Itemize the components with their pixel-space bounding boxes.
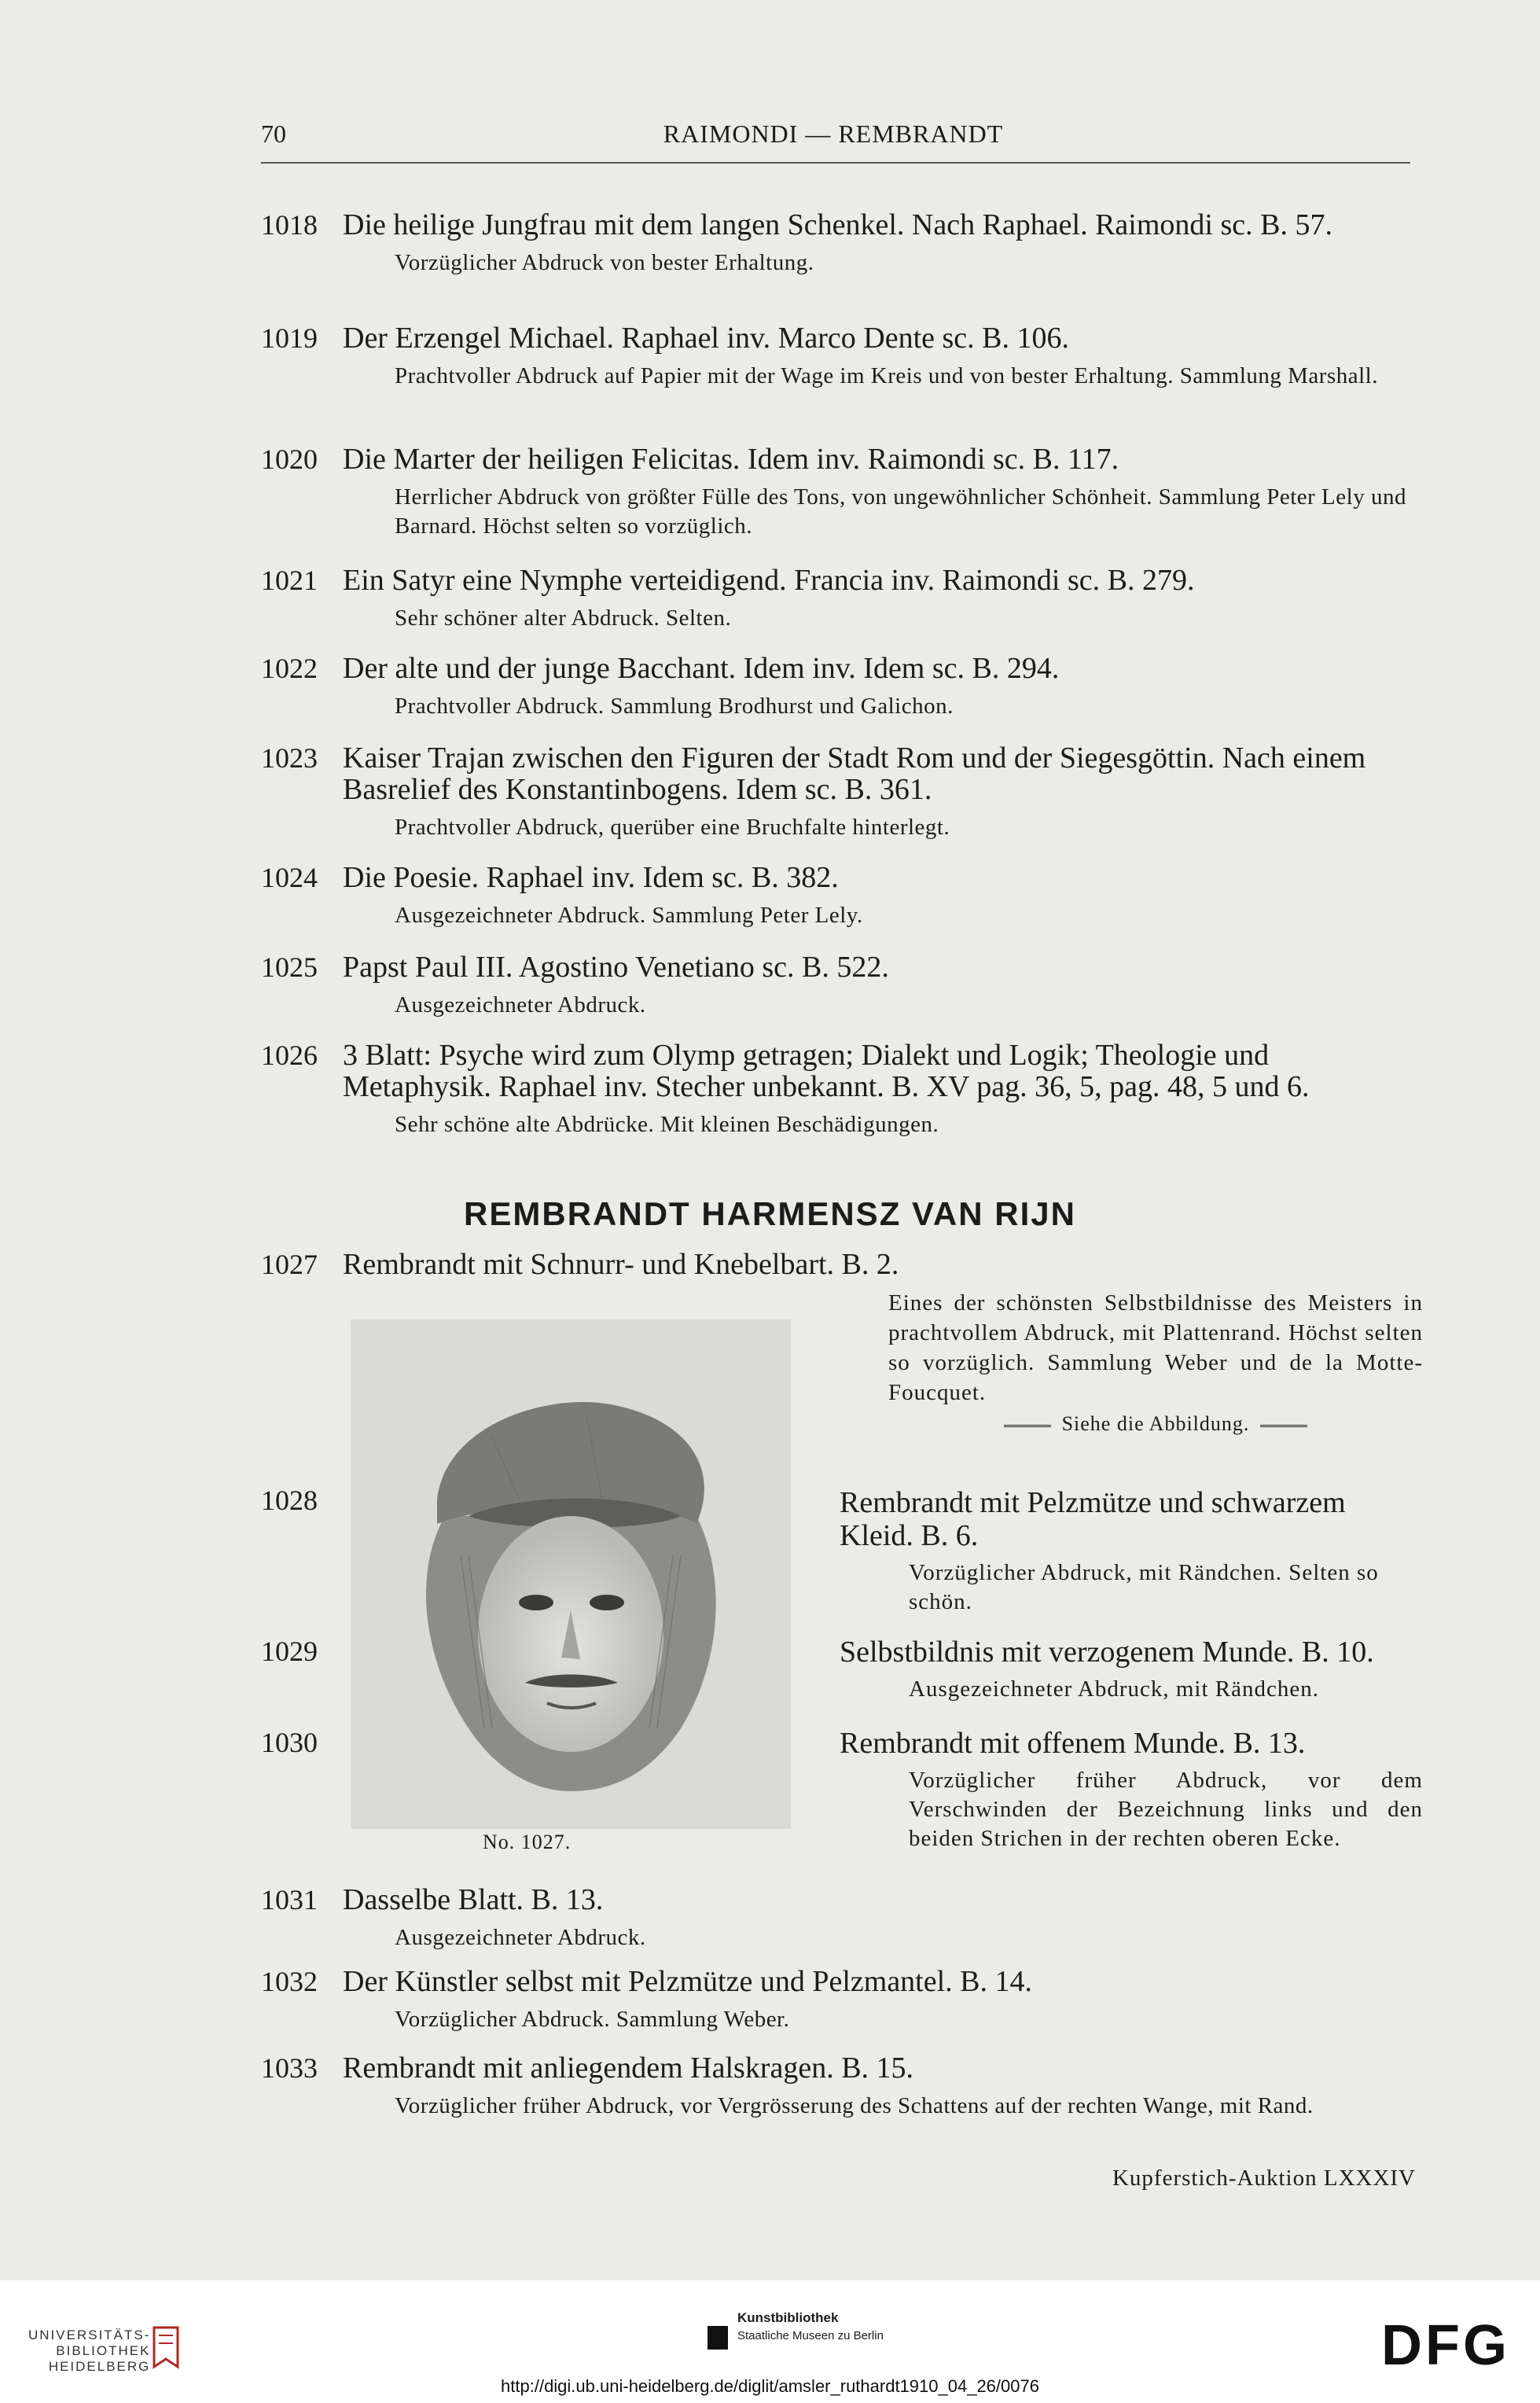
lot-number: 1031 bbox=[261, 1884, 318, 1915]
catalog-entry bbox=[261, 742, 1421, 842]
header-rule bbox=[261, 162, 1410, 164]
lot-number: 1030 bbox=[261, 1727, 318, 1758]
entry-note: Vorzüglicher früher Abdruck, vor Vergrösserung des Schattens auf der rechten Wange, mit Rand. bbox=[395, 2093, 1314, 2118]
lot-number: 1033 bbox=[261, 2052, 318, 2084]
kunstbibliothek-subtitle: Staatliche Museen zu Berlin bbox=[737, 2329, 884, 2342]
entry-note: Ausgezeichneter Abdruck. bbox=[395, 992, 646, 1018]
catalog-entry bbox=[261, 1040, 1421, 1139]
lot-number: 1025 bbox=[261, 951, 318, 983]
auction-footer: Kupferstich-Auktion LXXXIV bbox=[1112, 2166, 1416, 2191]
running-title: RAIMONDI — REMBRANDT bbox=[663, 120, 1004, 148]
entry-note: Vorzüglicher früher Abdruck, vor dem Verschwinden der Bezeichnung links und den beiden Strichen in der rechten oberen Ecke. bbox=[909, 1768, 1423, 1851]
entry-title: Die Poesie. Raphael inv. Idem sc. B. 382. bbox=[343, 861, 839, 894]
entry-note: Ausgezeichneter Abdruck, mit Rändchen. bbox=[909, 1676, 1319, 1702]
lot-number: 1027 bbox=[261, 1249, 318, 1280]
catalog-entry bbox=[261, 2052, 1421, 2121]
entry-note: Prachtvoller Abdruck, querüber eine Bruchfalte hinterlegt. bbox=[395, 815, 950, 840]
entry-note: Herrlicher Abdruck von größter Fülle des Tons, von ungewöhnlicher Schönheit. Sammlung Peter Lely und Barnard. Höchst selten so vorzüglich. bbox=[395, 484, 1406, 539]
entry-note: Sehr schöner alter Abdruck. Selten. bbox=[395, 605, 732, 631]
page-number: 70 bbox=[261, 120, 286, 148]
catalog-entry bbox=[261, 443, 1421, 541]
lot-number: 1021 bbox=[261, 565, 318, 596]
entry-title: Der alte und der junge Bacchant. Idem inv. Idem sc. B. 294. bbox=[343, 652, 1060, 685]
digitization-bar bbox=[0, 2280, 1540, 2403]
portrait-etching-icon bbox=[351, 1319, 791, 1829]
see-illustration-text: Siehe die Abbildung. bbox=[1061, 1412, 1250, 1435]
entry-note: Vorzüglicher Abdruck, mit Rändchen. Selten so schön. bbox=[909, 1560, 1379, 1614]
catalog-entry bbox=[840, 1486, 1423, 1617]
entry-title: Der Erzengel Michael. Raphael inv. Marco Dente sc. B. 106. bbox=[343, 322, 1069, 355]
entry-title: Kaiser Trajan zwischen den Figuren der Stadt Rom und der Siegesgöttin. Nach einem Basrelief des Konstantinbogens. Idem sc. B. 361. bbox=[343, 742, 1366, 806]
lot-number: 1020 bbox=[261, 443, 318, 475]
entry-title: Rembrandt mit offenem Munde. B. 13. bbox=[840, 1727, 1306, 1760]
source-url[interactable]: http://digi.ub.uni-heidelberg.de/diglit/amsler_ruthardt1910_04_26/0076 bbox=[501, 2376, 1039, 2396]
entry-title: Rembrandt mit anliegendem Halskragen. B. 15. bbox=[343, 2052, 914, 2085]
lot-number: 1019 bbox=[261, 322, 318, 354]
lot-number: 1018 bbox=[261, 209, 318, 241]
entry-title: Papst Paul III. Agostino Venetiano sc. B. 522. bbox=[343, 951, 889, 984]
catalog-entry bbox=[261, 565, 1421, 633]
catalog-entry bbox=[261, 209, 1421, 278]
catalog-entry bbox=[261, 1884, 1421, 1952]
library-line: HEIDELBERG bbox=[48, 2359, 151, 2374]
kunstbibliothek-title: Kunstbibliothek bbox=[737, 2310, 839, 2325]
entry-title: Rembrandt mit Schnurr- und Knebelbart. B. 2. bbox=[343, 1248, 899, 1281]
lot-number: 1028 bbox=[261, 1485, 318, 1516]
entry-note: Ausgezeichneter Abdruck. Sammlung Peter Lely. bbox=[395, 903, 863, 928]
entry-title: Dasselbe Blatt. B. 13. bbox=[343, 1883, 604, 1916]
entry-title: Selbstbildnis mit verzogenem Munde. B. 10. bbox=[840, 1636, 1374, 1669]
see-illustration bbox=[888, 1412, 1423, 1436]
catalog-entry bbox=[261, 951, 1421, 1020]
lot-number: 1022 bbox=[261, 653, 318, 684]
entry-note: Prachtvoller Abdruck auf Papier mit der Wage im Kreis und von bester Erhaltung. Sammlung Marshall. bbox=[395, 363, 1378, 388]
entry-note: Vorzüglicher Abdruck. Sammlung Weber. bbox=[395, 2007, 790, 2032]
entry-title: Die Marter der heiligen Felicitas. Idem inv. Raimondi sc. B. 117. bbox=[343, 443, 1119, 476]
entry-title: Rembrandt mit Pelzmütze und schwarzem Kleid. B. 6. bbox=[840, 1486, 1346, 1552]
entry-note-1027 bbox=[888, 1288, 1423, 1436]
library-line: BIBLIOTHEK bbox=[56, 2343, 151, 2358]
lot-number: 1029 bbox=[261, 1636, 318, 1667]
catalog-entry bbox=[261, 653, 1421, 721]
entry-note: Vorzüglicher Abdruck von bester Erhaltung. bbox=[395, 250, 814, 275]
lot-number: 1026 bbox=[261, 1040, 318, 1071]
entry-note: Ausgezeichneter Abdruck. bbox=[395, 1925, 646, 1950]
library-seal-icon bbox=[146, 2320, 186, 2375]
entry-title: Der Künstler selbst mit Pelzmütze und Pelzmantel. B. 14. bbox=[343, 1965, 1033, 1998]
catalog-entry bbox=[261, 1249, 1421, 1280]
lot-number: 1024 bbox=[261, 862, 318, 893]
catalog-entry bbox=[840, 1727, 1423, 1853]
catalog-entry bbox=[261, 322, 1421, 391]
entry-title: Die heilige Jungfrau mit dem langen Schenkel. Nach Raphael. Raimondi sc. B. 57. bbox=[343, 208, 1332, 241]
catalog-entry bbox=[840, 1636, 1423, 1704]
entry-title: 3 Blatt: Psyche wird zum Olymp getragen; Dialekt und Logik; Theologie und Metaphysik. Raphael inv. Stecher unbekannt. B. XV pag. 36, 5, pag. 48, 5 und 6. bbox=[343, 1039, 1310, 1103]
dfg-logo: DFG bbox=[1381, 2314, 1510, 2377]
library-line: UNIVERSITÄTS- bbox=[28, 2328, 151, 2342]
kunstbibliothek-icon bbox=[708, 2326, 728, 2350]
image-caption: No. 1027. bbox=[483, 1831, 572, 1853]
lot-number: 1023 bbox=[261, 742, 318, 774]
entry-title: Ein Satyr eine Nymphe verteidigend. Francia inv. Raimondi sc. B. 279. bbox=[343, 564, 1195, 597]
entry-note: Sehr schöne alte Abdrücke. Mit kleinen Beschädigungen. bbox=[395, 1112, 939, 1137]
catalog-entry bbox=[261, 862, 1421, 930]
catalog-entry bbox=[261, 1966, 1421, 2034]
entry-note: Prachtvoller Abdruck. Sammlung Brodhurst und Galichon. bbox=[395, 694, 954, 719]
rembrandt-portrait-image bbox=[351, 1319, 791, 1829]
section-heading: REMBRANDT HARMENSZ VAN RIJN bbox=[464, 1195, 1076, 1232]
entry-note: Eines der schönsten Selbstbildnisse des Meisters in prachtvollem Abdruck, mit Plattenrand. Höchst selten so vorzüglich. Sammlung Weber und de la Motte-Foucquet. bbox=[888, 1290, 1423, 1405]
lot-number: 1032 bbox=[261, 1966, 318, 1997]
library-logo-text bbox=[28, 2328, 150, 2375]
